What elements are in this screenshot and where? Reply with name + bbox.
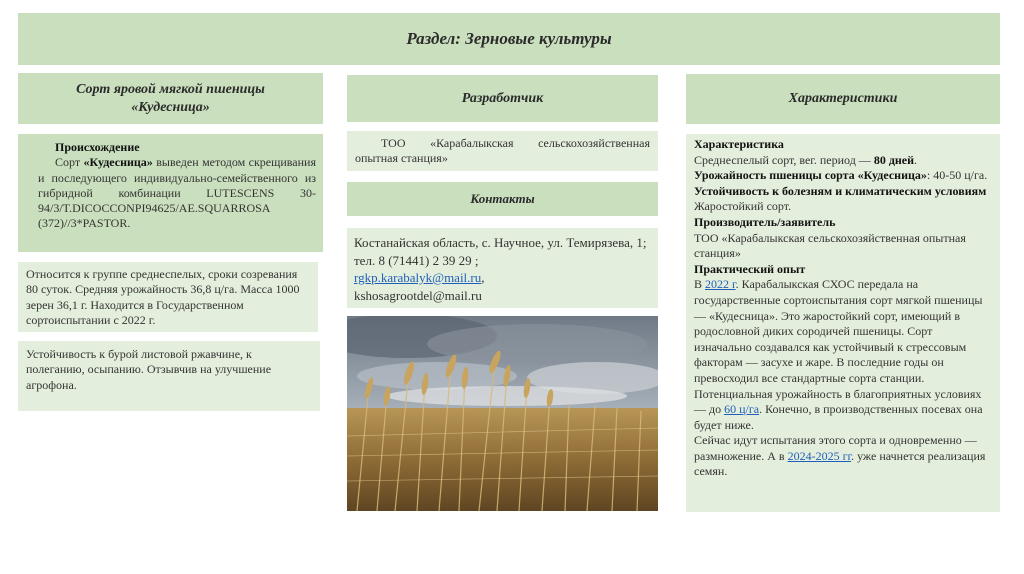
year-2022-link[interactable]: 2022 г	[705, 277, 736, 292]
group-box	[18, 262, 318, 332]
wheat-field-illustration	[347, 316, 658, 511]
origin-box	[18, 134, 323, 252]
characteristics-box: Характеристика Среднеспелый сорт, вег. период — 80 дней. Урожайность пшеницы сорта «Кудесница»: 40-50 ц/га. Устойчивость к болезням и климатическим условиям Жаростойкий сорт. Производитель/заявитель ТОО «Карабалыкская сельскохозяйственная опытная станция» Практический опыт В 2022 г. Карабалыкская СХОС передала на государственные сортоиспытания сорт мягкой пшеницы — «Кудесница». Это жаростойкий сорт, имеющий в родословной диких сородичей пшеницы. Сорт изначально создавался как устойчивый к стрессовым факторам — засухе и жаре. В последние годы он превосходил все стандартные сорта станции. Потенциальная урожайность в благоприятных условиях — до 60 ц/га. Конечно, в производственных посевах она будет ниже. Сейчас идут испытания этого сорта и одновременно — размножение. А в 2024-2025 гг. уже начнется реализация семян.	[686, 134, 1000, 512]
developer-box	[347, 131, 658, 171]
contacts-address: Костанайская область, с. Научное, ул. Темирязева, 1; тел. 8 (71441) 2 39 29 ;	[354, 235, 647, 268]
char-label: Характеристика	[694, 137, 784, 151]
group-text: Относится к группе среднеспелых, сроки созревания 80 суток. Средняя урожайность 36,8 ц/га. Масса 1000 зерен 36,1 г. Находится в Государственном сортоиспытании с 2022 г.	[26, 267, 300, 327]
origin-variety: «Кудесница»	[83, 155, 153, 170]
contacts-heading: Контакты	[470, 191, 535, 206]
email-link-karabalyk[interactable]: rgkp.karabalyk@mail.ru	[354, 270, 482, 285]
characteristics-heading-box	[686, 74, 1000, 124]
developer-text: ТОО «Карабалыкская сельскохозяйственная опытная станция»	[355, 136, 650, 166]
developer-heading-box	[347, 75, 658, 122]
variety-heading-box	[18, 73, 323, 124]
experience-label: Практический опыт	[694, 261, 806, 276]
producer-text: ТОО «Карабалыкская сельскохозяйственная опытная станция»	[694, 230, 966, 261]
resistance-text: Устойчивость к бурой листовой ржавчине, к полеганию, осыпанию. Отзывчив на улучшение агрофона.	[26, 347, 272, 392]
section-title-banner	[18, 13, 1000, 65]
resistance-value: Жаростойкий сорт.	[694, 199, 792, 214]
origin-text: Сорт «Кудесница» выведен методом скрещивания и последующего индивидуально-семейственного из гибридной комбинации LUTESCENS 30-94/3/T.DICOCCONPI94625/AE.SQUARROSA (372)//3*PASTOR.	[38, 155, 316, 231]
wheat-field-photo	[347, 316, 658, 511]
variety-heading: Сорт яровой мягкой пшеницы «Кудесница»	[76, 81, 265, 115]
years-2024-2025-link[interactable]: 2024-2025 гг	[787, 448, 852, 463]
resistance-box	[18, 341, 320, 411]
characteristics-heading: Характеристики	[788, 91, 898, 106]
resistance-label: Устойчивость к болезням и климатическим условиям	[694, 183, 987, 198]
origin-title: Происхождение	[55, 140, 140, 154]
yield-text: : 40-50 ц/га.	[926, 168, 988, 183]
contacts-box: Костанайская область, с. Научное, ул. Темирязева, 1; тел. 8 (71441) 2 39 29 ; rgkp.karabalyk@mail.ru, kshosagrootdel@mail.ru	[347, 228, 658, 308]
yield-label: Урожайность пшеницы сорта «Кудесница»	[694, 168, 927, 183]
yield-60-link[interactable]: 60 ц/га	[724, 402, 760, 417]
developer-heading: Разработчик	[461, 90, 544, 106]
producer-label: Производитель/заявитель	[694, 214, 836, 229]
contacts-email-2: kshosagrootdel@mail.ru	[354, 287, 482, 303]
contacts-heading-box	[347, 182, 658, 216]
section-title: Раздел: Зерновые культуры	[406, 29, 612, 48]
char-days: 80 дней	[873, 152, 915, 167]
